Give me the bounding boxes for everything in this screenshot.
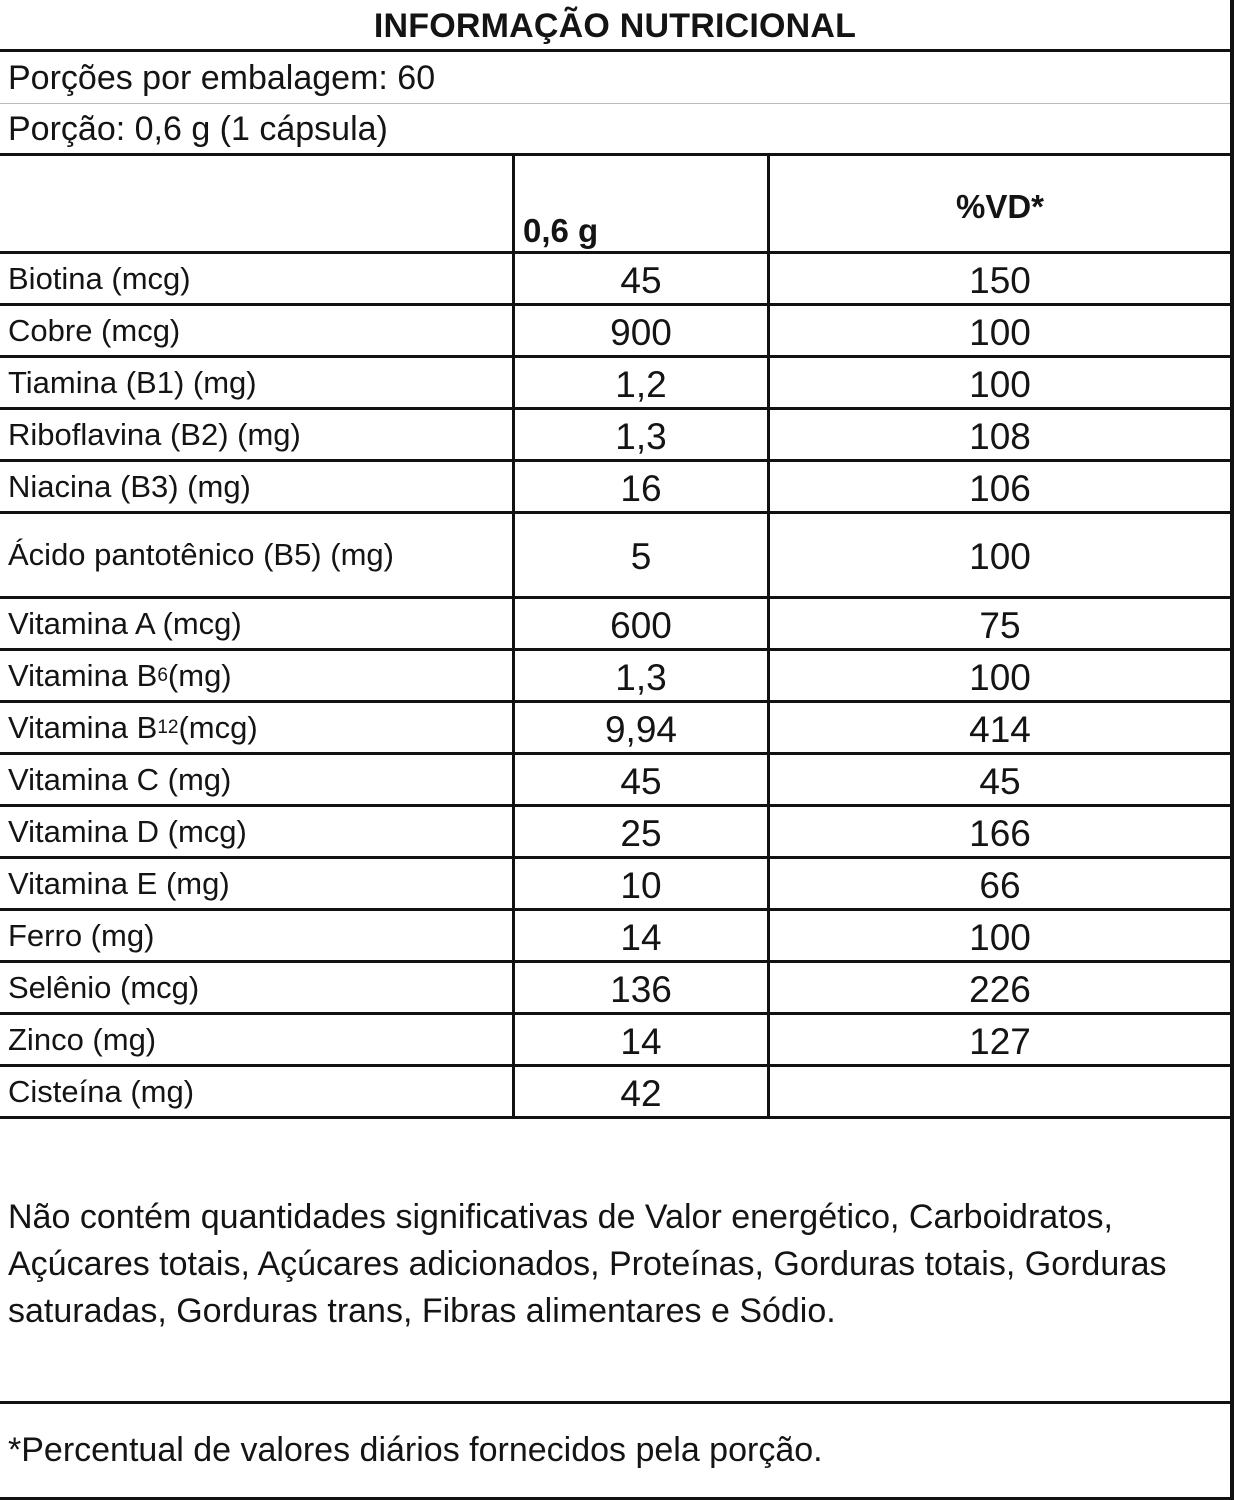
nutrient-amount: 16 [512, 462, 770, 511]
nutrient-name: Vitamina B 12 (mcg) [8, 709, 258, 745]
nutrient-amount: 136 [512, 963, 770, 1012]
nutrient-table [0, 156, 1230, 1119]
nutrient-name: Niacina (B3) (mg) [8, 468, 251, 504]
nutrient-daily-value: 226 [969, 968, 1031, 1010]
nutrient-daily-value: 100 [969, 536, 1031, 577]
nutrient-daily-value: 100 [969, 363, 1031, 405]
nutrient-amount: 14 [512, 1015, 770, 1064]
nutrient-name: Ácido pantotênico (B5) (mg) [8, 537, 394, 572]
nutrient-name: Vitamina B 6 (mg) [8, 657, 232, 693]
nutrient-amount: 1,3 [512, 410, 770, 459]
nutrient-name: Selênio (mcg) [8, 969, 200, 1005]
nutrient-daily-value: 106 [969, 467, 1031, 509]
nutrient-name: Ferro (mg) [8, 917, 155, 953]
nutrient-amount: 14 [512, 911, 770, 960]
nutrient-daily-value: 100 [969, 656, 1031, 698]
nutrient-amount: 25 [512, 807, 770, 856]
nutrient-name: Vitamina D (mcg) [8, 813, 247, 849]
table-row [0, 755, 1230, 807]
footnote-text: *Percentual de valores diários fornecidos pela porção. [8, 1431, 823, 1469]
serving-size: Porção: 0,6 g (1 cápsula) [0, 104, 1230, 156]
nutrient-daily-value [770, 1067, 1230, 1116]
nutrient-daily-value: 66 [979, 864, 1021, 906]
nutrient-name-unit: (mg) [167, 657, 232, 693]
table-header-row [0, 156, 1230, 254]
nutrient-amount: 5 [512, 514, 770, 596]
nutrient-amount: 9,94 [512, 703, 770, 752]
table-row [0, 911, 1230, 963]
nutrient-name: Riboflavina (B2) (mg) [8, 416, 301, 452]
table-row [0, 1015, 1230, 1067]
nutrient-name: Vitamina A (mcg) [8, 605, 242, 641]
disclaimer-text: Não contém quantidades significativas de Valor energético, Carboidratos, Açúcares totais, Açúcares adicionados, Proteínas, Gorduras totais, Gorduras saturadas, Gorduras trans, Fibras alimentares e Sódio. [0, 1120, 1230, 1404]
nutrient-amount: 42 [512, 1067, 770, 1116]
nutrient-amount: 10 [512, 859, 770, 908]
nutrient-daily-value: 166 [969, 812, 1031, 854]
nutrient-amount: 900 [512, 306, 770, 355]
table-row [0, 410, 1230, 462]
nutrient-name-base: Vitamina B [8, 657, 158, 693]
nutrient-name-unit: (mcg) [178, 709, 258, 745]
nutrient-daily-value: 108 [969, 415, 1031, 457]
amount-column-header: 0,6 g [512, 156, 770, 251]
nutrient-amount: 1,2 [512, 358, 770, 407]
nutrient-name: Cisteína (mg) [8, 1073, 195, 1109]
nutrient-amount: 45 [512, 254, 770, 303]
portions-per-package: Porções por embalagem: 60 [0, 52, 1230, 104]
nutrient-daily-value: 45 [979, 760, 1021, 802]
nutrient-name: Zinco (mg) [8, 1021, 157, 1057]
nutrient-daily-value: 100 [969, 311, 1031, 353]
table-row [0, 514, 1230, 599]
table-row [0, 651, 1230, 703]
nutrient-amount: 45 [512, 755, 770, 804]
table-row [0, 306, 1230, 358]
nutrient-name-base: Vitamina B [8, 709, 158, 745]
daily-value-column-header: %VD* [955, 188, 1045, 225]
nutrient-name: Biotina (mcg) [8, 260, 191, 296]
table-row [0, 599, 1230, 651]
table-row [0, 807, 1230, 859]
nutrient-daily-value: 127 [969, 1020, 1031, 1062]
table-row [0, 462, 1230, 514]
nutrient-amount: 600 [512, 599, 770, 648]
table-row [0, 358, 1230, 410]
nutrient-name: Cobre (mcg) [8, 312, 181, 348]
nutrient-daily-value: 414 [969, 708, 1031, 750]
nutrient-daily-value: 100 [969, 916, 1031, 958]
table-row [0, 703, 1230, 755]
table-row [0, 254, 1230, 306]
nutrient-amount: 1,3 [512, 651, 770, 700]
nutrient-daily-value: 75 [979, 604, 1021, 646]
table-row [0, 859, 1230, 911]
nutrient-name: Vitamina E (mg) [8, 865, 230, 901]
label-title: INFORMAÇÃO NUTRICIONAL [0, 0, 1230, 52]
nutrient-name: Tiamina (B1) (mg) [8, 364, 257, 400]
nutrient-name: Vitamina C (mg) [8, 761, 232, 797]
table-row [0, 963, 1230, 1015]
table-row [0, 1067, 1230, 1119]
nutrient-daily-value: 150 [969, 259, 1031, 301]
